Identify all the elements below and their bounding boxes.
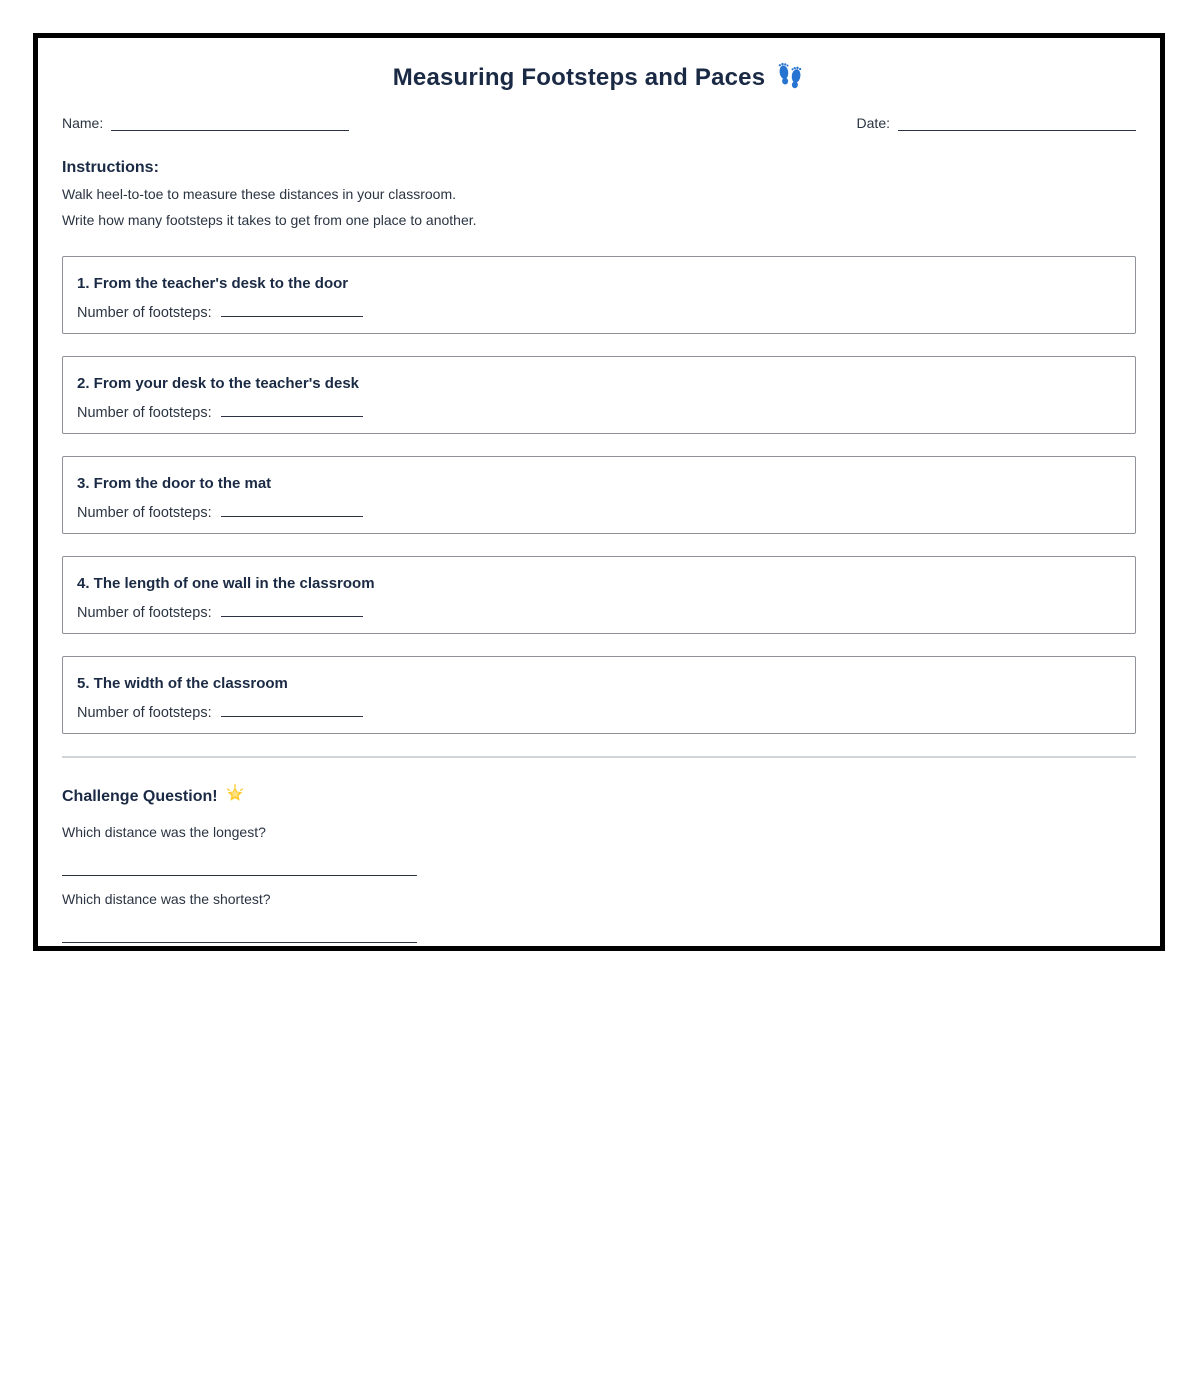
footsteps-input-line[interactable] <box>221 505 363 517</box>
name-field-group <box>62 115 349 131</box>
task-field <box>77 405 1121 421</box>
section-divider <box>62 756 1136 758</box>
task-field <box>77 605 1121 621</box>
task-box-3 <box>62 456 1136 534</box>
instruction-line-1: Walk heel-to-toe to measure these distances in your classroom. <box>62 186 456 202</box>
question-text: Which distance was the shortest? <box>62 891 271 907</box>
instruction-line-2: Write how many footsteps it takes to get from one place to another. <box>62 212 477 228</box>
task-title: 2. From your desk to the teacher's desk <box>77 375 359 392</box>
challenge-question-2 <box>62 891 1136 943</box>
task-title: 5. The width of the classroom <box>77 675 288 692</box>
page-title: Measuring Footsteps and Paces <box>392 63 766 91</box>
challenge-question-1 <box>62 824 1136 876</box>
task-field <box>77 505 1121 521</box>
name-label: Name: <box>62 115 104 131</box>
challenge-heading <box>62 784 1136 809</box>
task-title: 1. From the teacher's desk to the door <box>77 275 349 292</box>
task-box-1 <box>62 256 1136 334</box>
date-label: Date: <box>856 115 890 131</box>
title-row <box>62 60 1136 95</box>
footsteps-input-line[interactable] <box>221 705 363 717</box>
worksheet-page <box>33 33 1165 951</box>
answer-input-line[interactable] <box>62 933 417 943</box>
task-box-4 <box>62 556 1136 634</box>
question-text: Which distance was the longest? <box>62 824 266 840</box>
footsteps-label: Number of footsteps: <box>77 505 212 521</box>
date-field-group <box>857 115 1136 131</box>
challenge-heading-text: Challenge Question! <box>62 787 218 805</box>
task-box-5 <box>62 656 1136 734</box>
footsteps-label: Number of footsteps: <box>77 605 212 621</box>
task-field <box>77 705 1121 721</box>
answer-input-line[interactable] <box>62 866 417 876</box>
name-input-line[interactable] <box>111 115 349 131</box>
footsteps-label: Number of footsteps: <box>77 405 212 421</box>
task-title: 4. The length of one wall in the classroom <box>77 575 375 592</box>
glowing-star-icon <box>225 784 245 809</box>
task-title: 3. From the door to the mat <box>77 475 272 492</box>
footsteps-label: Number of footsteps: <box>77 305 212 321</box>
task-field <box>77 305 1121 321</box>
footsteps-input-line[interactable] <box>221 305 363 317</box>
footprints-icon <box>775 60 805 95</box>
instructions-heading: Instructions: <box>62 159 159 176</box>
footsteps-label: Number of footsteps: <box>77 705 212 721</box>
task-list <box>62 256 1136 734</box>
footsteps-input-line[interactable] <box>221 405 363 417</box>
meta-row <box>62 115 1136 131</box>
footsteps-input-line[interactable] <box>221 605 363 617</box>
date-input-line[interactable] <box>898 115 1136 131</box>
task-box-2 <box>62 356 1136 434</box>
